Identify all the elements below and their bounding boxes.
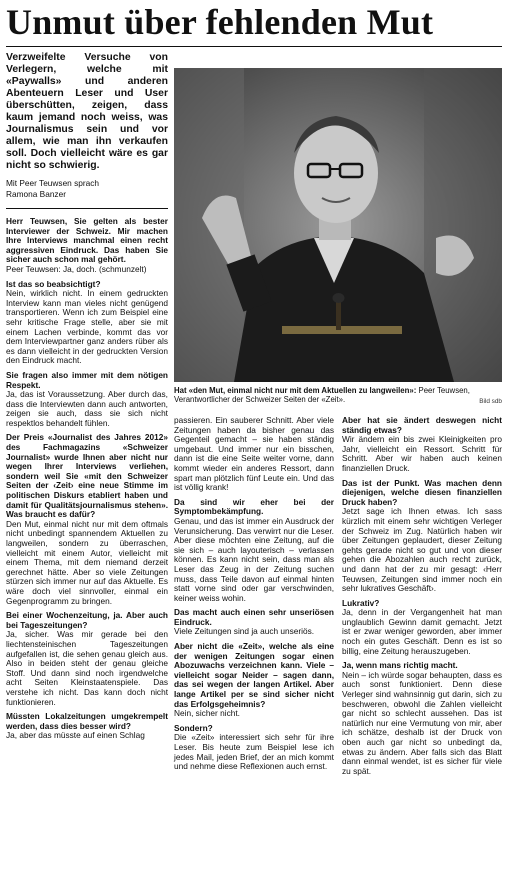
question: Aber nicht die «Zeit», welche als eine der wenigen Zeitungen sogar einen Abozuwachs verzeichnen kann. Viele – vielleicht sogar Neider – sagen dann, das sei wegen der langen Artikel. Aber lange Artikel per se sind sicher nicht das Erfolgsgeheimnis? (174, 641, 334, 709)
photo-caption (174, 386, 502, 405)
headline: Unmut über fehlenden Mut (6, 2, 434, 42)
question: Sondern? (174, 722, 213, 733)
answer: Die «Zeit» interessiert sich sehr für ihre Leser. Bis heute zum Beispiel lese ich jedes Mail, jeden Brief, der an mich kommt und nehme diese Reflexionen auch ernst. (174, 732, 334, 772)
answer: Jetzt sage ich Ihnen etwas. Ich sass kürzlich mit einem sehr wichtigen Verleger der Schweiz im Zug. Natürlich haben wir über Zeitungen geplaudert, dieser Zeitung gehts gerade nicht so gut und von dieser gehen die Abozahlen auch recht zurück, und dann hat der zu mir gesagt: ‹Herr Teuwsen, Zeitungen sind immer noch ein sehr lukratives Geschäft›. (342, 506, 502, 594)
answer: Ja, das ist Voraussetzung. Aber durch das, dass die Interviewten dann auch antworten, zeigen sie auch, dass sie sich nicht respektlos behandelt fühlen. (6, 389, 168, 428)
lead-paragraph: Verzweifelte Versuche von Verlegern, welche mit «Paywalls» und anderen Abenteuern Leser und User überschütten, zeigen, dass kaum jemand noch weiss, was Journalismus sein und vor allem, wie man ihn verkaufen soll. Doch vielleicht wäre es gar nicht so schwierig. (6, 52, 168, 171)
qa-list (6, 217, 168, 741)
question: Der Preis «Journalist des Jahres 2012» des Fachmagazins «Schweizer Journalist» wurde Ihnen aber nicht nur wegen Ihrer Interviews verliehen, sondern weil Sie «mit den Schweizer Seiten der ‹Zeit› eine neue Stimme im politischen Diskurs etabliert haben und damit für Qualitätsjournalismus stehen». Was braucht es dafür? (6, 432, 168, 520)
answer: Ja, aber das müsste auf einen Schlag (6, 730, 145, 741)
question: Lukrativ? (342, 597, 380, 608)
byline-line: Ramona Banzer (6, 189, 66, 199)
answer: Wir ändern ein bis zwei Kleinigkeiten pro Jahr, vielleicht ein Ressort. Schritt für Schritt. Aber wir haben auch keinen finanziellen Druck. (342, 434, 502, 473)
qa-list (342, 416, 502, 776)
question: Da sind wir eher bei der Symptombekämpfung. (174, 496, 334, 517)
answer: Genau, und das ist immer ein Ausdruck der Verunsicherung. Das verwirrt nur die Leser. Aber diese möchten eine Zeitung, auf die sie sich – auch layouterisch – verlassen können. Es kann nicht sein, dass man als Leser das Zeug in der Zeitung suchen muss, dass Teile davon auf einmal hinten statt vorne sind oder gar verschwinden, keiner weiss wohin. (174, 515, 334, 603)
column-1 (6, 52, 168, 746)
speaker-image (174, 68, 502, 382)
caption-text: Peer Teuwsen, Verantwortlicher der Schweizer Seiten der «Zeit». (174, 386, 470, 405)
caption-bold: Hat «den Mut, einmal nicht nur mit dem Aktuellen zu langweilen»: (174, 386, 417, 395)
question: Herr Teuwsen, Sie gelten als bester Interviewer der Schweiz. Mir machen Ihre Interviews manchmal einen recht aggressiven Eindruck. Das haben Sie sicher auch schon mal gehört. (6, 216, 168, 265)
answer: passieren. Ein sauberer Schnitt. Aber viele Zeitungen haben da bisher genau das Gegenteil gemacht – sie haben ständig umgebaut. Und immer nur ein bisschen, dann ist die eine Seite weiter vorne, dann kommt wieder ein anderes Ressort, dann spart man plötzlich fünf Leute ein. Und das ist völlig krank! (174, 415, 334, 493)
answer: Ja, denn in der Vergangenheit hat man unglaublich Gewinn damit gemacht. Jetzt ist er zwar weniger geworden, aber immer noch ein gutes Geschäft. Denn es ist so billig, eine Zeitung herauszugeben. (342, 607, 502, 656)
answer: Nein – ich würde sogar behaupten, dass es auch sonst funktioniert. Denn diese Verleger sind wahnsinnig gut darin, sich zu beschweren, obwohl die Zahlen vielleicht gar nicht so schlecht aussehen. Das ist natürlich nur eine Vermutung von mir, aber ich schätze, deshalb ist der Druck von oben auch gar nicht so unbedingt da, etwas zu ändern. Aber falls sich das Blatt dann einmal wendet, ist es sicher für viele zu spät. (342, 669, 502, 776)
question: Sie fragen also immer mit dem nötigen Respekt. (6, 369, 168, 390)
answer: Nein, sicher nicht. (174, 708, 240, 719)
answer: Den Mut, einmal nicht nur mit dem oftmals nicht unbedingt spannendem Aktuellen zu langweilen, sondern zu überraschen, vielleicht mit einem Autor, vielleicht mit einem Thema, mit dem niemand derzeit gerechnet hätte. Aber so viele Zeitungen stürzen sich immer nur auf das Aktuelle. Es wäre doch viel sinnvoller, einmal ein Gegenprogramm zu bringen. (6, 518, 168, 606)
photo-credit: Bild sdb (479, 398, 502, 405)
answer: Peer Teuwsen: Ja, doch. (schmunzelt) (6, 263, 147, 274)
lead-rule (6, 208, 168, 209)
qa-list (174, 416, 334, 772)
portrait-photo (174, 68, 502, 382)
question: Das ist der Punkt. Was machen denn diejenigen, welche diesen finanziellen Druck haben? (342, 477, 502, 507)
headline-rule (6, 46, 502, 47)
byline-line: Mit Peer Teuwsen sprach (6, 178, 99, 188)
column-3 (342, 416, 502, 781)
question: Das macht auch einen sehr unseriösen Eindruck. (174, 607, 334, 627)
question: Aber hat sie ändert deswegen nicht ständig etwas? (342, 415, 502, 435)
answer: Viele Zeitungen sind ja auch unseriös. (174, 626, 315, 637)
answer: Nein, wirklich nicht. In einem gedruckten Interview kann man vieles nicht genügend transportieren. Wenn ich zum Beispiel eine sehr kritische Frage stelle, aber sie mit einem Lachen verbinde, kommt das vor dem Interviewpartner ganz anders rüber als es dann vielleicht in der gedruckten Version den Eindruck macht. (6, 288, 168, 366)
byline (6, 178, 168, 200)
question: Ist das so beabsichtigt? (6, 278, 101, 289)
column-2 (174, 416, 334, 777)
question: Müssten Lokalzeitungen umgekrempelt werden, dass dies besser wird? (6, 711, 168, 731)
answer: Ja, sicher. Was mir gerade bei den liechtensteinischen Tageszeitungen aufgefallen ist, die sehen genau gleich aus. Also in beiden steht der genau gleiche Stoff. Und dann sind noch irgendwelche acht Seiten Kleinstaatenspiele. Das verstehe ich nicht. Das kann doch nicht funktionieren. (6, 629, 168, 707)
question: Bei einer Wochenzeitung, ja. Aber auch bei Tageszeitungen? (6, 610, 168, 630)
question: Ja, wenn mans richtig macht. (342, 660, 458, 671)
